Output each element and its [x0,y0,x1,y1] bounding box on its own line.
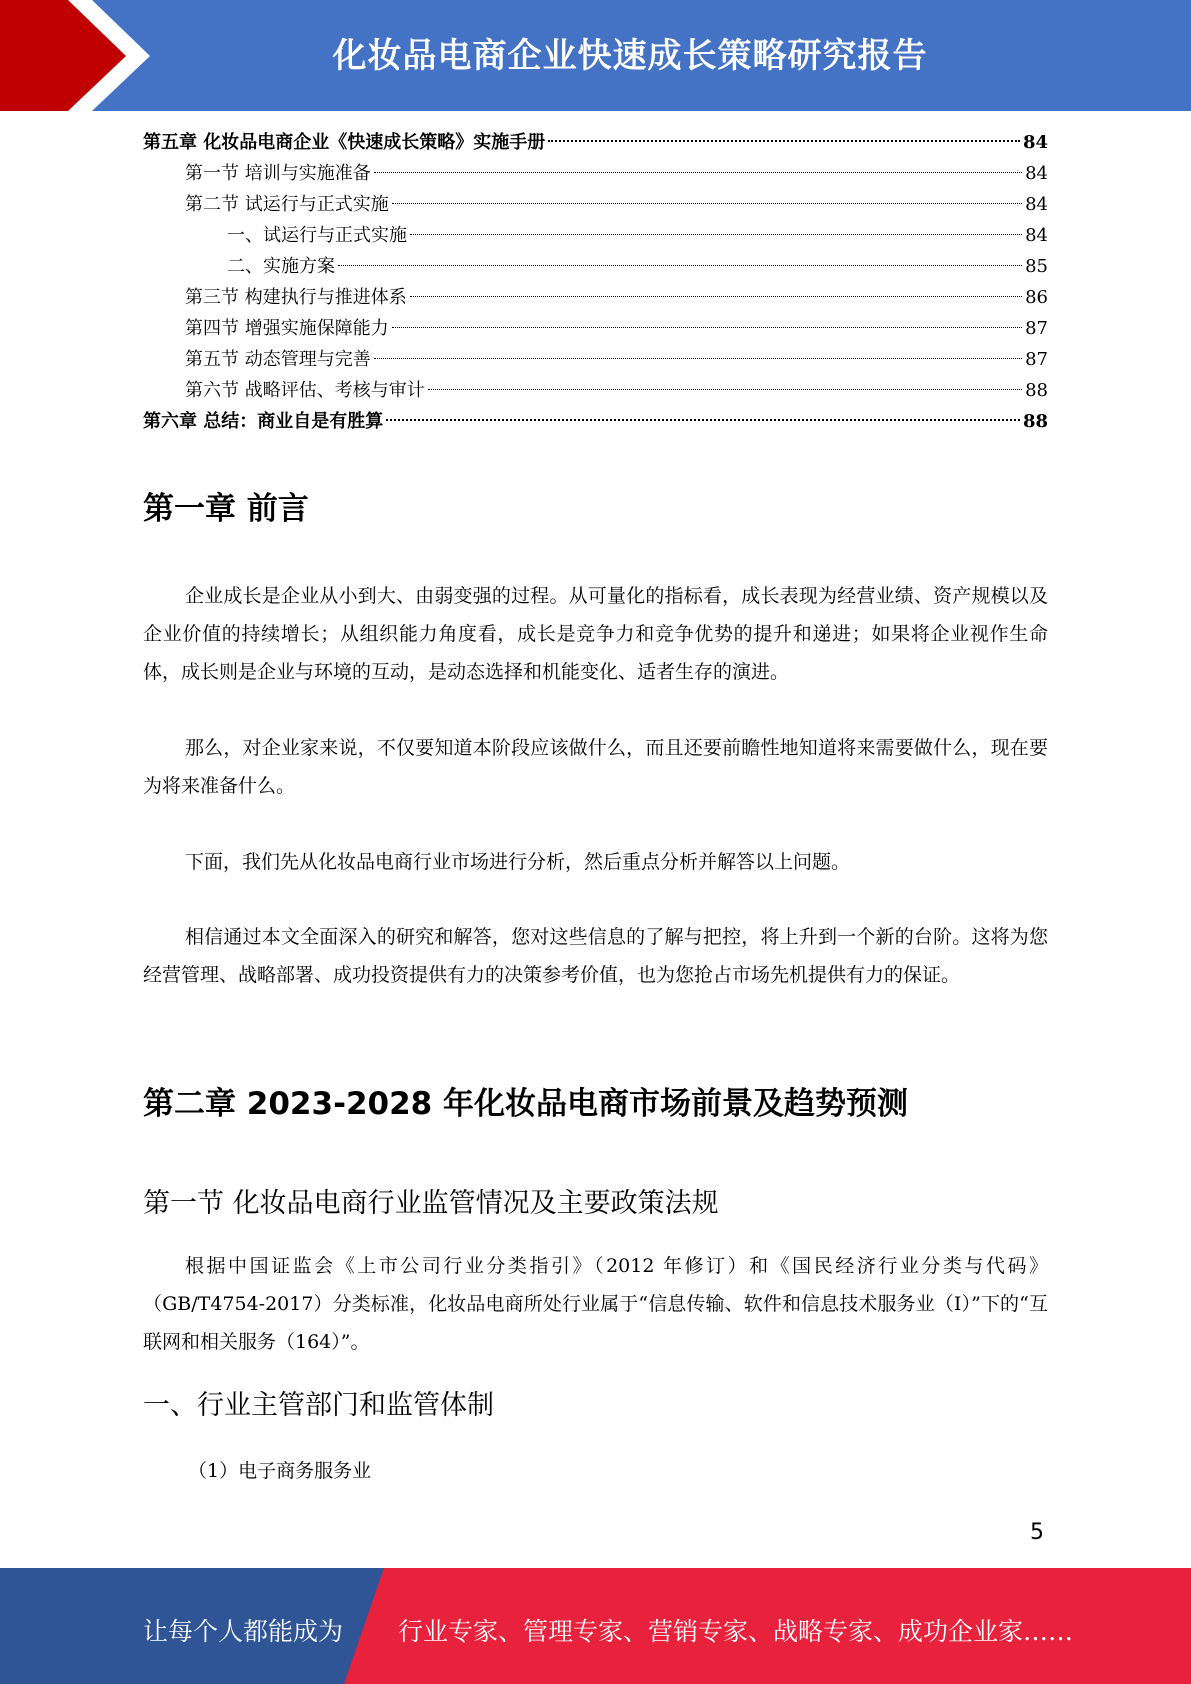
footer-slogan-left: 让每个人都能成为 [143,1617,344,1646]
chapter-2-title: 第二章 2023-2028 年化妆品电商市场前景及趋势预测 [143,1086,909,1122]
toc-entry[interactable] [143,220,1048,251]
page-number: 5 [1030,1520,1044,1545]
toc-dot-leader [428,389,1022,390]
toc-entry-page: 88 [1025,380,1048,401]
toc-entry[interactable] [143,127,1048,158]
list-item: （1）电子商务服务业 [188,1460,372,1482]
toc-entry-label: 第五章 化妆品电商企业《快速成长策略》实施手册 [143,132,546,153]
toc-entry[interactable] [143,313,1048,344]
toc-entry-page: 84 [1025,225,1048,246]
toc-entry-label: 第四节 增强实施保障能力 [185,318,389,339]
toc-entry-page: 84 [1022,132,1048,153]
toc-dot-leader [410,296,1022,297]
toc-dot-leader [374,358,1022,359]
toc-entry[interactable] [143,406,1048,437]
toc-entry-page: 85 [1025,256,1048,277]
toc-entry-label: 第二节 试运行与正式实施 [185,194,389,215]
section-1-paragraph: 根据中国证监会《上市公司行业分类指引》（2012 年修订）和《国民经济行业分类与代码》（GB/T4754-2017）分类标准，化妆品电商所处行业属于“信息传输、软件和信息技术服务业（I）”下的“互联网和相关服务（164）”。 [143,1255,1048,1353]
page-footer [0,1568,1191,1684]
toc-entry[interactable] [143,282,1048,313]
table-of-contents [143,127,1048,437]
toc-entry-page: 87 [1025,318,1048,339]
toc-entry-label: 第一节 培训与实施准备 [185,163,371,184]
section-1-title: 第一节 化妆品电商行业监管情况及主要政策法规 [143,1188,719,1219]
toc-entry[interactable] [143,251,1048,282]
toc-entry-label: 第五节 动态管理与完善 [185,349,371,370]
toc-entry[interactable] [143,344,1048,375]
chapter-1-title: 第一章 前言 [143,491,309,527]
toc-dot-leader [338,265,1022,266]
page-header [0,0,1191,111]
toc-entry-page: 88 [1022,411,1048,432]
toc-entry[interactable] [143,375,1048,406]
toc-dot-leader [392,203,1022,204]
toc-entry-page: 84 [1025,163,1048,184]
report-title: 化妆品电商企业快速成长策略研究报告 [332,36,928,76]
chapter-1-paragraph: 企业成长是企业从小到大、由弱变强的过程。从可量化的指标看，成长表现为经营业绩、资产规模以及企业价值的持续增长；从组织能力角度看，成长是竞争力和竞争优势的提升和递进；如果将企业视作生命体，成长则是企业与环境的互动，是动态选择和机能变化、适者生存的演进。 [143,585,1048,683]
footer-slogan-right: 行业专家、管理专家、营销专家、战略专家、成功企业家…… [398,1617,1074,1646]
subsection-1-title: 一、行业主管部门和监管体制 [143,1390,494,1421]
chapter-1-paragraph: 下面，我们先从化妆品电商行业市场进行分析，然后重点分析并解答以上问题。 [185,851,851,873]
toc-entry[interactable] [143,158,1048,189]
toc-entry-label: 第六节 战略评估、考核与审计 [185,380,425,401]
toc-entry-page: 87 [1025,349,1048,370]
toc-entry-page: 86 [1025,287,1048,308]
toc-dot-leader [410,234,1022,235]
toc-dot-leader [386,419,1020,421]
toc-entry-label: 二、实施方案 [227,256,335,277]
toc-entry-label: 一、试运行与正式实施 [227,225,407,246]
toc-entry-page: 84 [1025,194,1048,215]
toc-entry-label: 第三节 构建执行与推进体系 [185,287,407,308]
chapter-1-paragraph: 那么，对企业家来说，不仅要知道本阶段应该做什么，而且还要前瞻性地知道将来需要做什么，现在要为将来准备什么。 [143,737,1048,797]
toc-dot-leader [392,327,1022,328]
toc-dot-leader [548,140,1020,142]
chapter-1-paragraph: 相信通过本文全面深入的研究和解答，您对这些信息的了解与把控，将上升到一个新的台阶。这将为您经营管理、战略部署、成功投资提供有力的决策参考价值，也为您抢占市场先机提供有力的保证。 [143,926,1048,986]
toc-dot-leader [374,172,1022,173]
toc-entry[interactable] [143,189,1048,220]
toc-entry-label: 第六章 总结：商业自是有胜算 [143,411,384,432]
